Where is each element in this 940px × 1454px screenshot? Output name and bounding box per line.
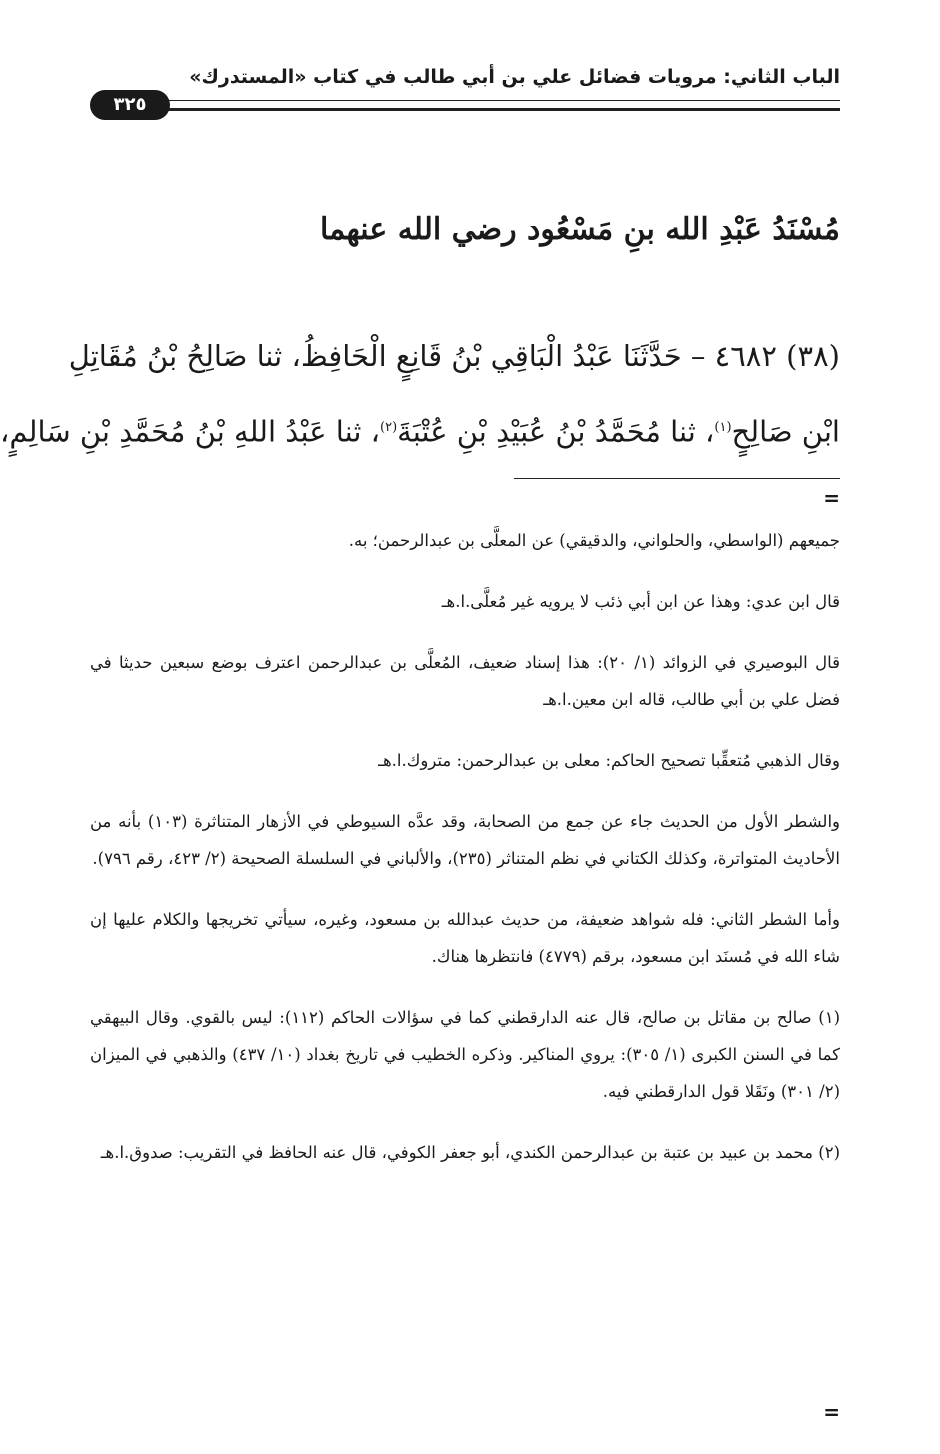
running-title: الباب الثاني: مرويات فضائل علي بن أبي طالب في كتاب «المستدرك» xyxy=(189,66,840,88)
footnote-ref-1[interactable]: (١) xyxy=(714,420,732,435)
page-header xyxy=(90,62,840,122)
footnote-2: (٢) محمد بن عبيد بن عتبة بن عبدالرحمن الكندي، أبو جعفر الكوفي، قال عنه الحافظ في التقريب: صدوق.ا.هـ xyxy=(100,1143,840,1162)
hadith-text xyxy=(0,320,840,468)
header-rule-thick xyxy=(160,108,840,111)
footnotes xyxy=(90,522,840,1195)
note-paragraph: وأما الشطر الثاني: فله شواهد ضعيفة، من حديث عبدالله بن مسعود، وغيره، سيأتي تخريجها والكلام عليها إن شاء الله في مُسنَد ابن مسعود، برقم (٤٧٧٩) فانتظرها هناك. xyxy=(90,910,840,966)
hadith-line-2-part-a: ابْنِ صَالِحٍ xyxy=(731,414,840,449)
note-paragraph: قال ابن عدي: وهذا عن ابن أبي ذئب لا يرويه غير مُعلَّى.ا.هـ xyxy=(441,592,840,611)
note-paragraph: وقال الذهبي مُتعقِّبا تصحيح الحاكم: معلى بن عبدالرحمن: متروك.ا.هـ xyxy=(378,751,840,770)
page-number-badge: ٣٢٥ xyxy=(90,90,170,120)
note-paragraph: والشطر الأول من الحديث جاء عن جمع من الصحابة، وقد عدَّه السيوطي في الأزهار المتناثرة (١٠٣) بأنه من الأحاديث المتواترة، وكذلك الكتاني في نظم المتناثر (٢٣٥)، والألباني في السلسلة الصحيحة (٢/ ٤٢٣، رقم ٧٩٦). xyxy=(90,812,841,868)
footnote-separator xyxy=(514,478,840,479)
continuation-mark-bottom: = xyxy=(823,1400,840,1424)
footnote-ref-2[interactable]: (٢) xyxy=(380,420,398,435)
continuation-mark-top: = xyxy=(823,486,840,510)
header-rule-thin xyxy=(160,100,840,101)
note-paragraph: قال البوصيري في الزوائد (١/ ٢٠): هذا إسناد ضعيف، المُعلَّى بن عبدالرحمن اعترف بوضع سبعين حديثا في فضل علي بن أبي طالب، قاله ابن معين.ا.هـ xyxy=(90,653,840,709)
hadith-line-1: (٣٨) ٤٦٨٢ – حَدَّثَنَا عَبْدُ الْبَاقِي بْنُ قَانِعٍ الْحَافِظُ، ثنا صَالِحُ بْنُ مُقَاتِلِ xyxy=(68,339,840,373)
hadith-line-2-part-b: ، ثنا مُحَمَّدُ بْنُ عُبَيْدِ بْنِ عُتْبَةَ xyxy=(397,414,715,449)
hadith-line-2-part-c: ، ثنا عَبْدُ اللهِ بْنُ مُحَمَّدِ بْنِ سَالِمٍ، xyxy=(0,414,381,449)
hadith-line-2 xyxy=(0,392,840,468)
section-title: مُسْنَدُ عَبْدِ الله بنِ مَسْعُود رضي الله عنهما xyxy=(319,212,840,247)
footnote-1: (١) صالح بن مقاتل بن صالح، قال عنه الدارقطني كما في سؤالات الحاكم (١١٢): ليس بالقوي. وقال البيهقي كما في السنن الكبرى (١/ ٣٠٥): يروي المناكير. وذكره الخطيب في تاريخ بغداد (١٠/ ٤٣٧) والذهبي في الميزان (٢/ ٣٠١) ونَقَلا قول الدارقطني فيه. xyxy=(90,1008,841,1101)
note-paragraph: جميعهم (الواسطي، والحلواني، والدقيقي) عن المعلَّى بن عبدالرحمن؛ به. xyxy=(348,531,840,550)
